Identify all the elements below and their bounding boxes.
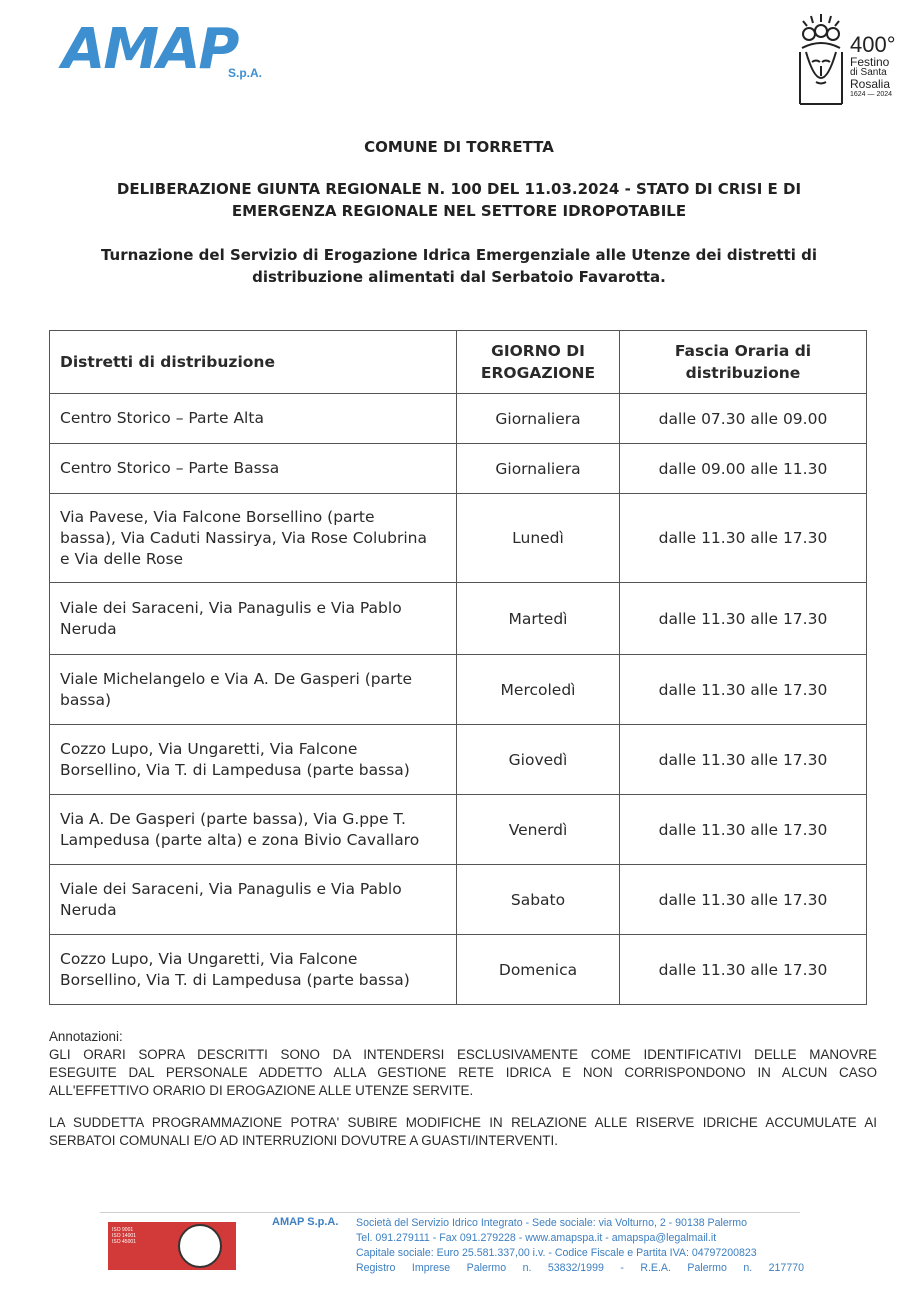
district-line: Neruda (60, 619, 117, 638)
iso-line: ISO 45001 (112, 1239, 136, 1245)
day-cell: Giornaliera (457, 394, 620, 444)
day-cell: Mercoledì (457, 655, 620, 725)
annotation-p2-line1: LA SUDDETTA PROGRAMMAZIONE POTRA' SUBIRE MODIFICHE IN RELAZIONE ALLE RISERVE IDRICHE ACCUMULATE AI (49, 1115, 877, 1130)
table-row (50, 795, 867, 865)
table-row (50, 655, 867, 725)
day-cell: Giovedì (457, 725, 620, 795)
district-cell (50, 725, 457, 795)
header-districts: Distretti di distribuzione (50, 331, 457, 394)
annotation-p2-line2: SERBATOI COMUNALI E/O AD INTERRUZIONI DOVUTRE A GUASTI/INTERVENTI. (49, 1133, 558, 1148)
district-line: Lampedusa (parte alta) e zona Bivio Cavallaro (60, 830, 420, 849)
header-day-line2: EROGAZIONE (480, 364, 596, 382)
day-cell: Martedì (457, 583, 620, 655)
district-line: Viale dei Saraceni, Via Panagulis e Via Pablo (60, 879, 402, 898)
festino-line1: Festino (850, 55, 890, 69)
table-row (50, 583, 867, 655)
table-row (50, 865, 867, 935)
time-cell: dalle 09.00 alle 11.30 (620, 444, 867, 494)
festino-years: 1624 — 2024 (850, 91, 893, 98)
time-cell: dalle 11.30 alle 17.30 (620, 935, 867, 1005)
district-line: Viale dei Saraceni, Via Panagulis e Via Pablo (60, 598, 402, 617)
footer-line1: Società del Servizio Idrico Integrato - Sede sociale: via Volturno, 2 - 90138 Palermo (356, 1217, 748, 1229)
deliberazione-title (60, 178, 858, 222)
festino-line3: Rosalia (850, 77, 891, 91)
annotation-p1-line1: GLI ORARI SOPRA DESCRITTI SONO DA INTENDERSI ESCLUSIVAMENTE COME IDENTIFICATIVI DELLE MANOVRE (49, 1047, 877, 1062)
district-cell (50, 795, 457, 865)
header-day (457, 331, 620, 394)
footer-line3: Capitale sociale: Euro 25.581.337,00 i.v. - Codice Fiscale e Partita IVA: 04797200823 (356, 1247, 757, 1259)
district-line: Viale Michelangelo e Via A. De Gasperi (parte (60, 669, 413, 688)
table-header-row (50, 331, 867, 394)
district-line: bassa), Via Caduti Nassirya, Via Rose Colubrina (60, 528, 427, 547)
district-cell (50, 935, 457, 1005)
time-cell: dalle 11.30 alle 17.30 (620, 865, 867, 935)
schedule-table (49, 330, 867, 1005)
footer-divider (100, 1212, 800, 1213)
district-cell (50, 394, 457, 444)
amap-logo-suffix: S.p.A. (228, 66, 263, 80)
header-time-line2: distribuzione (685, 364, 801, 382)
day-cell: Sabato (457, 865, 620, 935)
annotation-p1-line3: ALL'EFFETTIVO ORARIO DI EROGAZIONE ALLE UTENZE SERVITE. (49, 1083, 474, 1098)
turnazione-title (60, 244, 858, 288)
time-cell: dalle 11.30 alle 17.30 (620, 494, 867, 583)
festino-line2: di Santa (850, 67, 887, 78)
festino-text (850, 34, 896, 98)
district-line: Neruda (60, 900, 117, 919)
district-cell (50, 444, 457, 494)
time-cell: dalle 11.30 alle 17.30 (620, 583, 867, 655)
district-line: Cozzo Lupo, Via Ungaretti, Via Falcone (60, 949, 358, 968)
table-row (50, 444, 867, 494)
district-line: Via A. De Gasperi (parte bassa), Via G.ppe T. (60, 809, 406, 828)
district-line: Via Pavese, Via Falcone Borsellino (parte (60, 507, 375, 526)
santa-rosalia-emblem-icon (792, 12, 850, 108)
day-cell: Domenica (457, 935, 620, 1005)
header-time-line1: Fascia Oraria di (674, 342, 812, 360)
day-cell: Giornaliera (457, 444, 620, 494)
time-cell: dalle 11.30 alle 17.30 (620, 795, 867, 865)
district-line: Cozzo Lupo, Via Ungaretti, Via Falcone (60, 739, 358, 758)
header-day-line1: GIORNO DI (491, 342, 585, 360)
iso-line: ISO 9001 (112, 1227, 134, 1233)
footer-brand: AMAP S.p.A. (272, 1216, 339, 1228)
amap-logo-word: AMAP (62, 17, 238, 82)
district-line: e Via delle Rose (60, 549, 184, 568)
table-row (50, 935, 867, 1005)
comune-title: COMUNE DI TORRETTA (364, 138, 554, 156)
iso-certification-badge (108, 1222, 236, 1270)
district-line: bassa) (60, 690, 112, 709)
district-cell (50, 865, 457, 935)
festino-number: 400° (850, 32, 896, 57)
annotation-p1-line2: ESEGUITE DAL PERSONALE ADDETTO ALLA GESTIONE RETE IDRICA E NON CORRISPONDONO IN ALCUN CASO (49, 1065, 877, 1080)
table-row (50, 494, 867, 583)
iso-line: ISO 14001 (112, 1233, 136, 1239)
header-time (620, 331, 867, 394)
annotations (49, 1028, 877, 1150)
day-cell: Lunedì (457, 494, 620, 583)
district-cell (50, 494, 457, 583)
festino-logo (792, 10, 908, 110)
day-cell: Venerdì (457, 795, 620, 865)
table-row (50, 394, 867, 444)
district-line: Borsellino, Via T. di Lampedusa (parte bassa) (60, 970, 410, 989)
district-line: Centro Storico – Parte Alta (60, 409, 264, 427)
district-line: Borsellino, Via T. di Lampedusa (parte bassa) (60, 760, 410, 779)
footer-line2: Tel. 091.279111 - Fax 091.279228 - www.amapspa.it - amapspa@legalmail.it (356, 1232, 717, 1244)
certification-seal-icon (178, 1224, 222, 1268)
annotations-label: Annotazioni: (49, 1029, 123, 1044)
time-cell: dalle 07.30 alle 09.00 (620, 394, 867, 444)
amap-logo (62, 17, 282, 88)
time-cell: dalle 11.30 alle 17.30 (620, 655, 867, 725)
turnazione-line1: Turnazione del Servizio di Erogazione Idrica Emergenziale alle Utenze dei distretti di (100, 246, 818, 264)
district-cell (50, 655, 457, 725)
district-cell (50, 583, 457, 655)
footer-line4: Registro Imprese Palermo n. 53832/1999 - R.E.A. Palermo n. 217770 (356, 1262, 804, 1274)
iso-lines (112, 1227, 136, 1245)
footer-company-info (356, 1216, 804, 1276)
table-row (50, 725, 867, 795)
turnazione-line2: distribuzione alimentati dal Serbatoio Favarotta. (252, 268, 666, 286)
deliberazione-line1: DELIBERAZIONE GIUNTA REGIONALE N. 100 DEL 11.03.2024 - STATO DI CRISI E DI (116, 180, 802, 198)
deliberazione-line2: EMERGENZA REGIONALE NEL SETTORE IDROPOTABILE (231, 202, 687, 220)
district-line: Centro Storico – Parte Bassa (60, 459, 280, 477)
time-cell: dalle 11.30 alle 17.30 (620, 725, 867, 795)
